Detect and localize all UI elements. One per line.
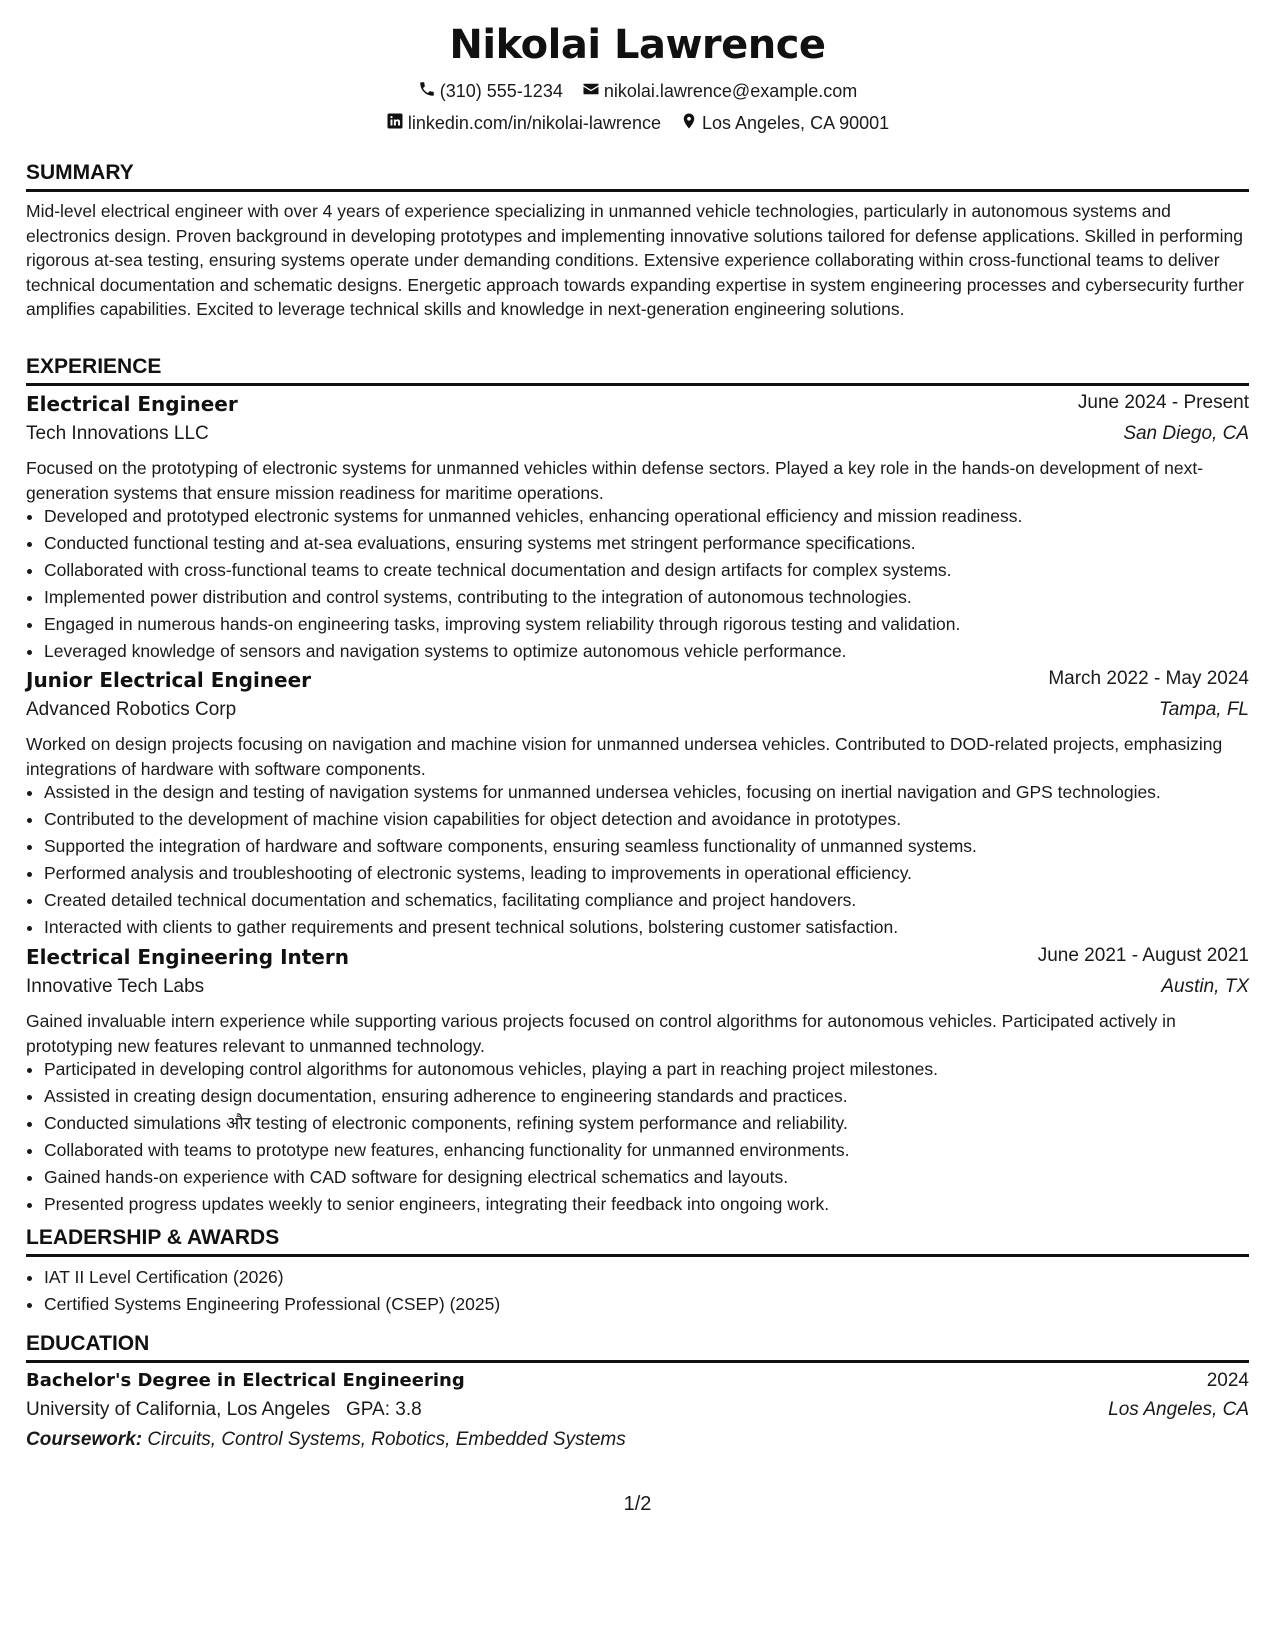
job-bullets xyxy=(26,503,1267,665)
awards-heading: LEADERSHIP & AWARDS xyxy=(26,1226,1249,1257)
job-title: Electrical Engineer xyxy=(26,392,238,416)
list-item: • Assisted in creating design documentation, ensuring adherence to engineering standards and practices. xyxy=(44,1083,1267,1110)
job-subheader xyxy=(26,976,1249,998)
awards-list xyxy=(26,1264,1267,1318)
contact-line-1 xyxy=(26,80,1249,103)
list-item: • Performed analysis and troubleshooting of electronic systems, leading to improvements in operational efficiency. xyxy=(44,860,1267,887)
list-item: • Interacted with clients to gather requirements and present technical solutions, bolstering customer satisfaction. xyxy=(44,914,1267,941)
job-company: Tech Innovations LLC xyxy=(26,423,209,444)
phone-text: (310) 555-1234 xyxy=(439,81,563,101)
job-dates: June 2024 - Present xyxy=(1077,392,1249,413)
list-item: • Developed and prototyped electronic systems for unmanned vehicles, enhancing operational efficiency and mission readiness. xyxy=(44,503,1267,530)
list-item: • Implemented power distribution and control systems, contributing to the integration of autonomous technologies. xyxy=(44,584,1267,611)
list-item: • Participated in developing control algorithms for autonomous vehicles, playing a part in reaching project milestones. xyxy=(44,1056,1267,1083)
coursework-list: Circuits, Control Systems, Robotics, Embedded Systems xyxy=(147,1429,626,1450)
job-bullets xyxy=(26,779,1267,941)
location-pin-icon xyxy=(680,112,702,135)
job-dates: March 2022 - May 2024 xyxy=(1048,668,1249,689)
list-item: • Leveraged knowledge of sensors and navigation systems to optimize autonomous vehicle performance. xyxy=(44,638,1267,665)
resume-page xyxy=(26,0,1249,1650)
location-text: Los Angeles, CA 90001 xyxy=(701,113,890,133)
list-item: • Contributed to the development of machine vision capabilities for object detection and avoidance in prototypes. xyxy=(44,806,1267,833)
job-company: Advanced Robotics Corp xyxy=(26,699,237,720)
job-location: Austin, TX xyxy=(1161,976,1249,997)
job-header xyxy=(26,392,1249,416)
list-item: • Gained hands-on experience with CAD software for designing electrical schematics and layouts. xyxy=(44,1164,1267,1191)
job-header xyxy=(26,668,1249,692)
list-item: • Engaged in numerous hands-on engineering tasks, improving system reliability through rigorous testing and validation. xyxy=(44,611,1267,638)
list-item: • Supported the integration of hardware and software components, ensuring seamless functionality of unmanned systems. xyxy=(44,833,1267,860)
list-item: • Conducted simulations और testing of electronic components, refining system performance and reliability. xyxy=(44,1110,1267,1137)
location-item xyxy=(680,112,889,135)
gpa: GPA: 3.8 xyxy=(346,1399,422,1420)
phone-item xyxy=(418,80,563,103)
list-item: • Collaborated with cross-functional teams to create technical documentation and design artifacts for complex systems. xyxy=(44,557,1267,584)
job-description: Worked on design projects focusing on navigation and machine vision for unmanned undersea vehicles. Contributed to DOD-related projects, emphasizing integrations of hardware with software components. xyxy=(26,734,1223,779)
list-item: • Presented progress updates weekly to senior engineers, integrating their feedback into ongoing work. xyxy=(44,1191,1267,1218)
list-item: • Conducted functional testing and at-sea evaluations, ensuring systems met stringent performance specifications. xyxy=(44,530,1267,557)
job-description: Gained invaluable intern experience while supporting various projects focused on control algorithms for autonomous vehicles. Participated actively in prototyping new features relevant to unmanned technology. xyxy=(26,1011,1176,1056)
coursework-label: Coursework: xyxy=(26,1429,143,1450)
job-location: San Diego, CA xyxy=(1123,423,1249,444)
job-location: Tampa, FL xyxy=(1158,699,1249,720)
page-number: 1/2 xyxy=(623,1493,652,1515)
linkedin-item[interactable] xyxy=(386,112,661,135)
list-item: • Assisted in the design and testing of navigation systems for unmanned undersea vehicles, focusing on inertial navigation and GPS technologies. xyxy=(44,779,1267,806)
list-item: • Collaborated with teams to prototype new features, enhancing functionality for unmanned environments. xyxy=(44,1137,1267,1164)
list-item: • Created detailed technical documentation and schematics, facilitating compliance and project handovers. xyxy=(44,887,1267,914)
job-subheader xyxy=(26,423,1249,445)
education-subheader xyxy=(26,1399,1249,1421)
candidate-name: Nikolai Lawrence xyxy=(449,22,826,68)
school-name: University of California, Los Angeles xyxy=(26,1399,331,1420)
linkedin-text[interactable]: linkedin.com/in/nikolai-lawrence xyxy=(407,113,661,133)
degree-title: Bachelor's Degree in Electrical Engineering xyxy=(26,1370,465,1391)
school-line xyxy=(26,1399,422,1421)
experience-heading: EXPERIENCE xyxy=(26,355,1249,386)
linkedin-icon xyxy=(386,112,408,135)
summary-heading: SUMMARY xyxy=(26,161,1249,192)
job-header xyxy=(26,945,1249,969)
job-dates: June 2021 - August 2021 xyxy=(1037,945,1249,966)
school-location: Los Angeles, CA xyxy=(1108,1399,1249,1420)
job-title: Junior Electrical Engineer xyxy=(26,668,312,692)
email-text[interactable]: nikolai.lawrence@example.com xyxy=(603,81,858,101)
job-title: Electrical Engineering Intern xyxy=(26,945,349,969)
job-company: Innovative Tech Labs xyxy=(26,976,205,997)
job-subheader xyxy=(26,699,1249,721)
list-item: • Certified Systems Engineering Professional (CSEP) (2025) xyxy=(44,1291,1267,1318)
graduation-year: 2024 xyxy=(1206,1370,1249,1391)
list-item: • IAT II Level Certification (2026) xyxy=(44,1264,1267,1291)
email-item[interactable] xyxy=(582,80,857,103)
summary-text: Mid-level electrical engineer with over 4 years of experience specializing in unmanned vehicle technologies, particularly in autonomous systems and electronics design. Proven background in developing prototypes and implementing innovative solutions tailored for defense applications. Skilled in performing rigorous at-sea testing, ensuring systems operate under demanding conditions. Extensive experience collaborating within cross-functional teams to deliver technical documentation and schematic designs. Energetic approach towards expanding expertise in system engineering processes and cybersecurity further amplifies capabilities. Excited to leverage technical skills and knowledge in next-generation engineering solutions. xyxy=(26,201,1244,319)
job-description: Focused on the prototyping of electronic systems for unmanned vehicles within defense sectors. Played a key role in the hands-on development of next-generation systems that ensure mission readiness for maritime operations. xyxy=(26,458,1204,503)
job-bullets xyxy=(26,1056,1267,1218)
phone-icon xyxy=(418,80,440,103)
email-icon xyxy=(582,80,604,103)
education-header xyxy=(26,1370,1249,1392)
education-heading: EDUCATION xyxy=(26,1332,1249,1363)
coursework-line xyxy=(26,1429,626,1451)
contact-line-2 xyxy=(26,112,1249,135)
